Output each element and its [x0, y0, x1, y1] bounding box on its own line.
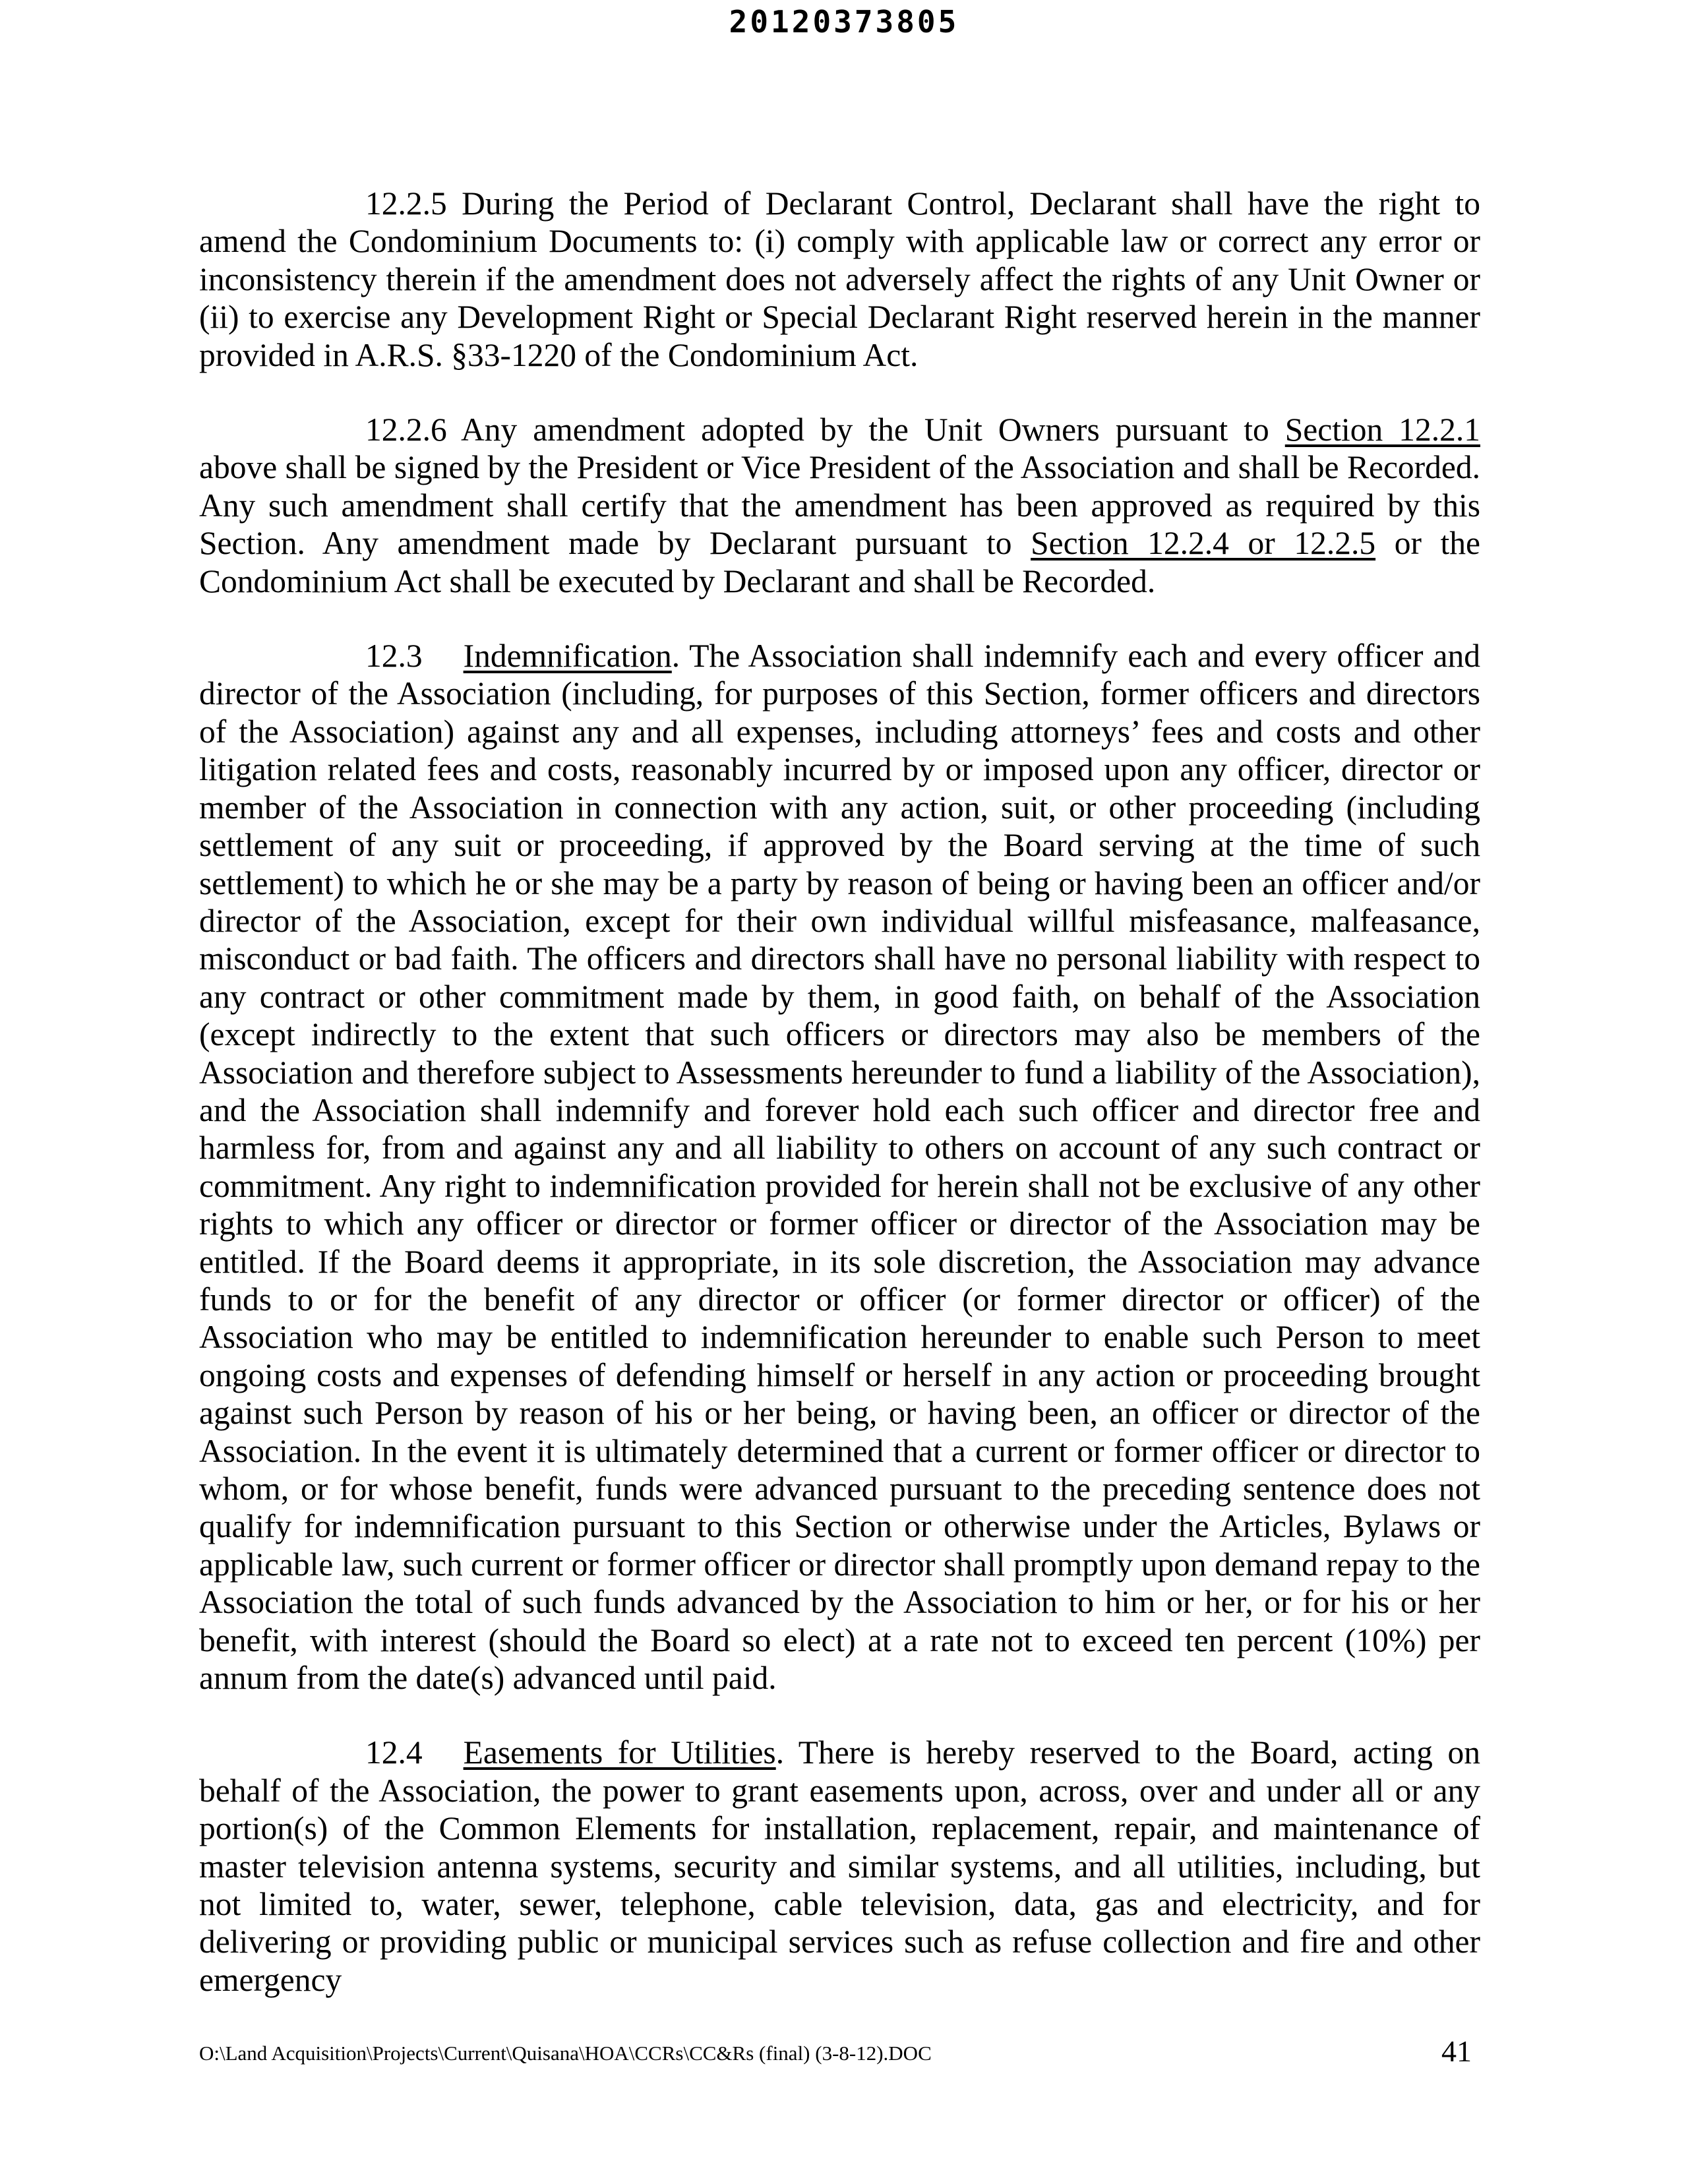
section-12-4 — [199, 1734, 1480, 1999]
section-text: . The Association shall indemnify each and every officer and director of the Association (including, for purposes of this Section, former officers and directors of the Association) against any and all expenses, including attorneys’ fees and costs and other litigation related fees and costs, reasonably incurred by or imposed upon any officer, director or member of the Association in connection with any action, suit, or other proceeding (including settlement of any suit or proceeding, if approved by the Board serving at the time of such settlement) to which he or she may be a party by reason of being or having been an officer and/or director of the Association, except for their own individual willful misfeasance, malfeasance, misconduct or bad faith. The officers and directors shall have no personal liability with respect to any contract or other commitment made by them, in good faith, on behalf of the Association (except indirectly to the extent that such officers or directors may also be members of the Association and therefore subject to Assessments hereunder to fund a liability of the Association), and the Association shall indemnify and forever hold each such officer and director free and harmless for, from and against any and all liability to others on account of any such contract or commitment. Any right to indemnification provided for herein shall not be exclusive of any other rights to which any officer or director or former officer or director of the Association may be entitled. If the Board deems it appropriate, in its sole discretion, the Association may advance funds to or for the benefit of any director or officer (or former director or officer) of the Association who may be entitled to indemnification hereunder to enable such Person to meet ongoing costs and expenses of defending himself or herself in any action or proceeding brought against such Person by reason of his or her being, or having been, an officer or director of the Association. In the event it is ultimately determined that a current or former officer or director to whom, or for whose benefit, funds were advanced pursuant to the preceding sentence does not qualify for indemnification pursuant to this Section or otherwise under the Articles, Bylaws or applicable law, such current or former officer or director shall promptly upon demand repay to the Association the total of such funds advanced by the Association to him or her, or for his or her benefit, with interest (should the Board so elect) at a rate not to exceed ten percent (10%) per annum from the date(s) advanced until paid. — [199, 638, 1480, 1697]
section-number: 12.4 — [365, 1734, 423, 1771]
document-body — [199, 185, 1480, 2036]
section-text: or the Condominium Act shall be executed by Declarant and shall be Recorded. — [199, 525, 1480, 599]
section-reference: Section 12.2.1 — [1284, 411, 1480, 448]
section-12-2-6 — [199, 411, 1480, 600]
footer-file-path: O:\Land Acquisition\Projects\Current\Quisana\HOA\CCRs\CC&Rs (final) (3-8-12).DOC — [199, 2042, 932, 2065]
section-title: Easements for Utilities — [463, 1734, 776, 1771]
section-number: 12.3 — [365, 638, 423, 675]
section-number: 12.2.5 — [365, 185, 447, 222]
section-text: . There is hereby reserved to the Board, acting on behalf of the Association, the power to grant easements upon, across, over and under all or any portion(s) of the Common Elements for installation, replacement, repair, and maintenance of master television antenna systems, security and similar systems, and all utilities, including, but not limited to, water, sewer, telephone, cable television, data, gas and electricity, and for delivering or providing public or municipal services such as refuse collection and fire and other emergency — [199, 1734, 1480, 1998]
section-text: above shall be signed by the President or Vice President of the Association and shall be Recorded. Any such amendment shall certify that the amendment has been approved as required by this Section. Any amendment made by Declarant pursuant to — [199, 449, 1480, 562]
page-number: 41 — [1441, 2034, 1472, 2068]
section-12-3 — [199, 637, 1480, 1697]
section-title: Indemnification — [463, 638, 672, 675]
recording-number: 20120373805 — [729, 4, 959, 40]
section-text: Any amendment adopted by the Unit Owners pursuant to — [446, 411, 1285, 448]
section-text: During the Period of Declarant Control, Declarant shall have the right to amend the Condominium Documents to: (i) comply with applicable law or correct any error or inconsistency therein if the amendment does not adversely affect the rights of any Unit Owner or (ii) to exercise any Development Right or Special Declarant Right reserved herein in the manner provided in A.R.S. §33-1220 of the Condominium Act. — [199, 185, 1480, 373]
section-12-2-5 — [199, 185, 1480, 374]
section-reference: Section 12.2.4 or 12.2.5 — [1031, 525, 1376, 562]
section-number: 12.2.6 — [365, 411, 447, 448]
